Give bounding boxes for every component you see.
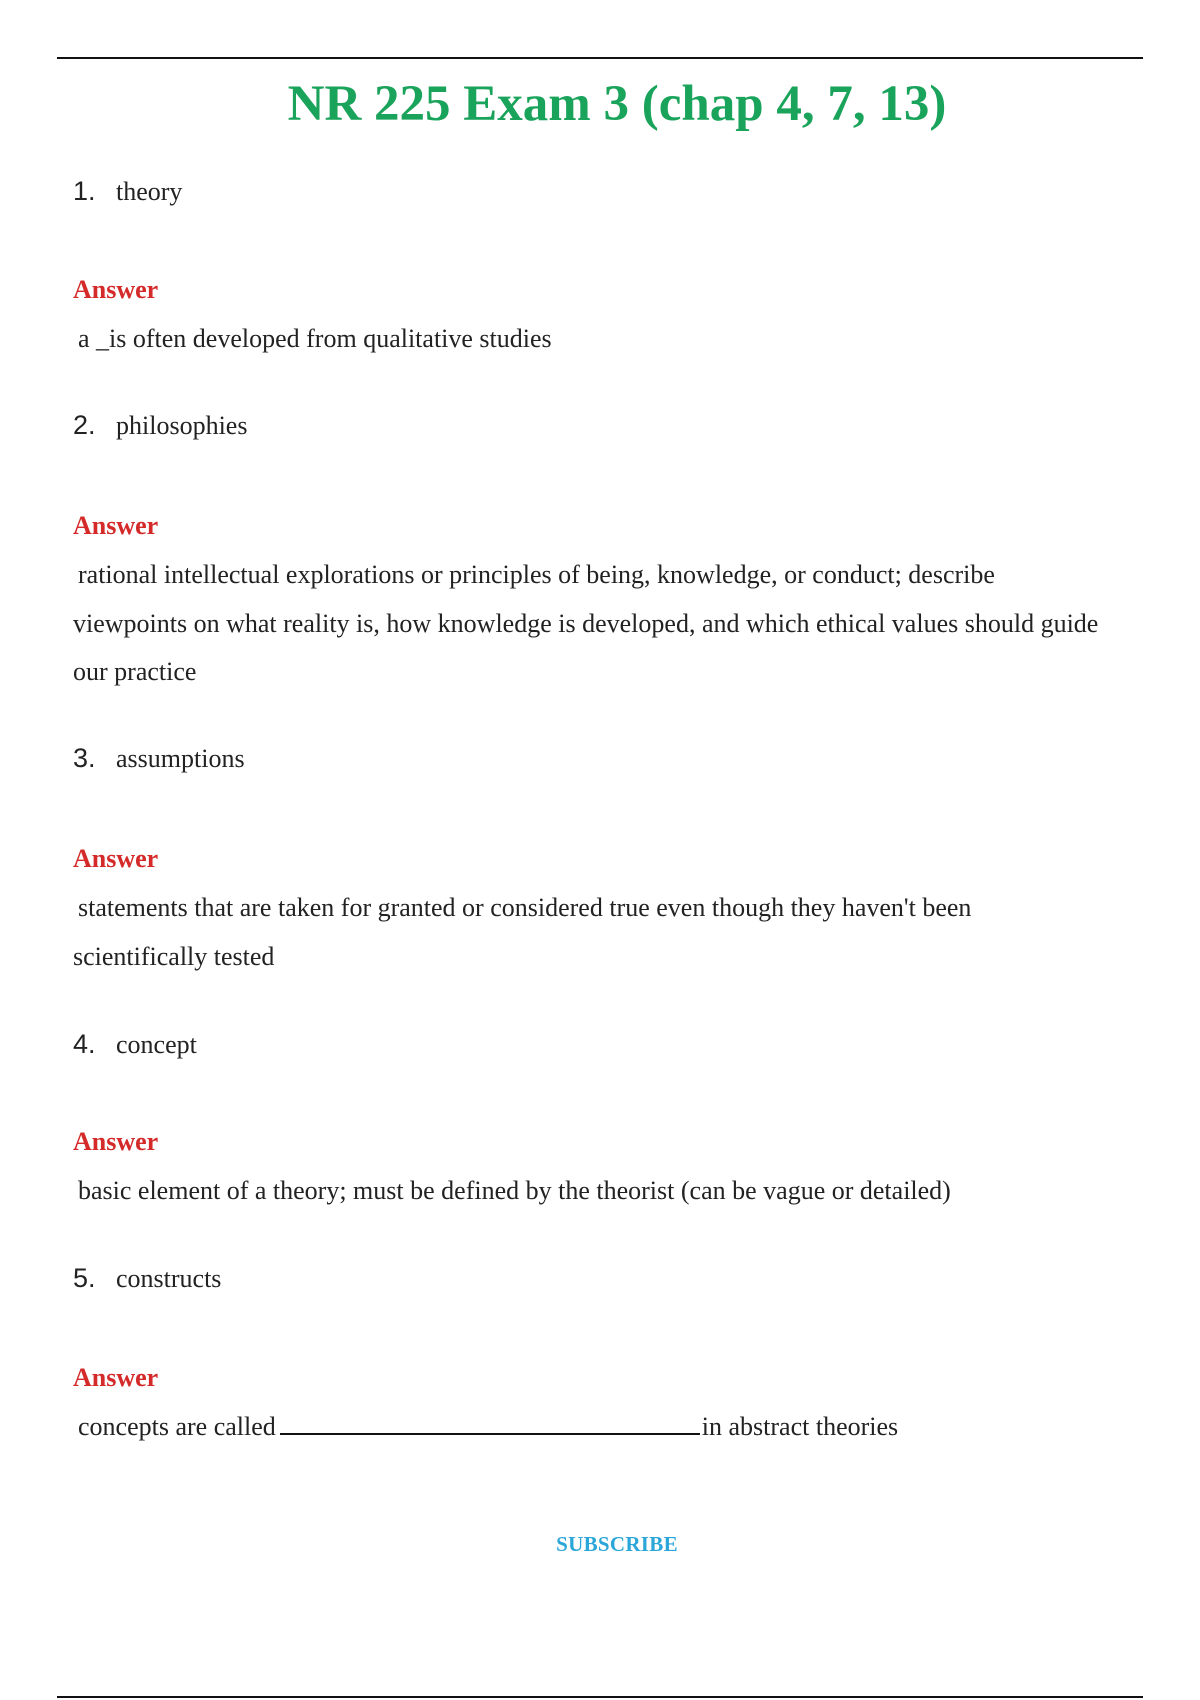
answer-text-4 <box>73 1167 1113 1216</box>
fill-in-blank-line <box>280 1413 700 1435</box>
bottom-rule <box>57 1696 1143 1698</box>
question-number: 2. <box>73 410 96 440</box>
answer-content-before-blank: concepts are called <box>78 1412 276 1441</box>
answer-content: basic element of a theory; must be defined by the theorist (can be vague or detailed) <box>78 1176 951 1205</box>
question-term: theory <box>116 177 183 206</box>
question-3 <box>73 741 245 776</box>
question-number: 4. <box>73 1029 96 1059</box>
subscribe-link[interactable]: SUBSCRIBE <box>556 1532 678 1556</box>
answer-text-5 <box>73 1403 1113 1452</box>
question-term: concept <box>116 1030 197 1059</box>
question-2 <box>73 408 247 443</box>
answer-text-3 <box>73 884 1058 981</box>
question-5 <box>73 1261 221 1296</box>
top-rule <box>57 57 1143 59</box>
question-number: 5. <box>73 1263 96 1293</box>
question-term: constructs <box>116 1264 222 1293</box>
question-4 <box>73 1027 197 1062</box>
question-1 <box>73 174 182 209</box>
answer-label: Answer <box>73 511 159 540</box>
answer-text-1 <box>73 315 1113 364</box>
answer-label: Answer <box>73 1363 159 1392</box>
answer-content-after-blank: in abstract theories <box>701 1412 899 1441</box>
answer-label: Answer <box>73 844 159 873</box>
answer-content: a _is often developed from qualitative studies <box>78 324 552 353</box>
answer-content: rational intellectual explorations or principles of being, knowledge, or conduct; describe viewpoints on what reality is, how knowledge is developed, and which ethical values should guide our practice <box>73 560 1099 686</box>
question-term: philosophies <box>116 411 248 440</box>
question-term: assumptions <box>116 744 245 773</box>
question-number: 3. <box>73 743 96 773</box>
question-number: 1. <box>73 176 96 206</box>
answer-text-2 <box>73 551 1103 697</box>
answer-label: Answer <box>73 275 159 304</box>
document-title: NR 225 Exam 3 (chap 4, 7, 13) <box>287 76 947 132</box>
answer-content: statements that are taken for granted or considered true even though they haven't been scientifically tested <box>73 893 972 971</box>
answer-label: Answer <box>73 1127 159 1156</box>
